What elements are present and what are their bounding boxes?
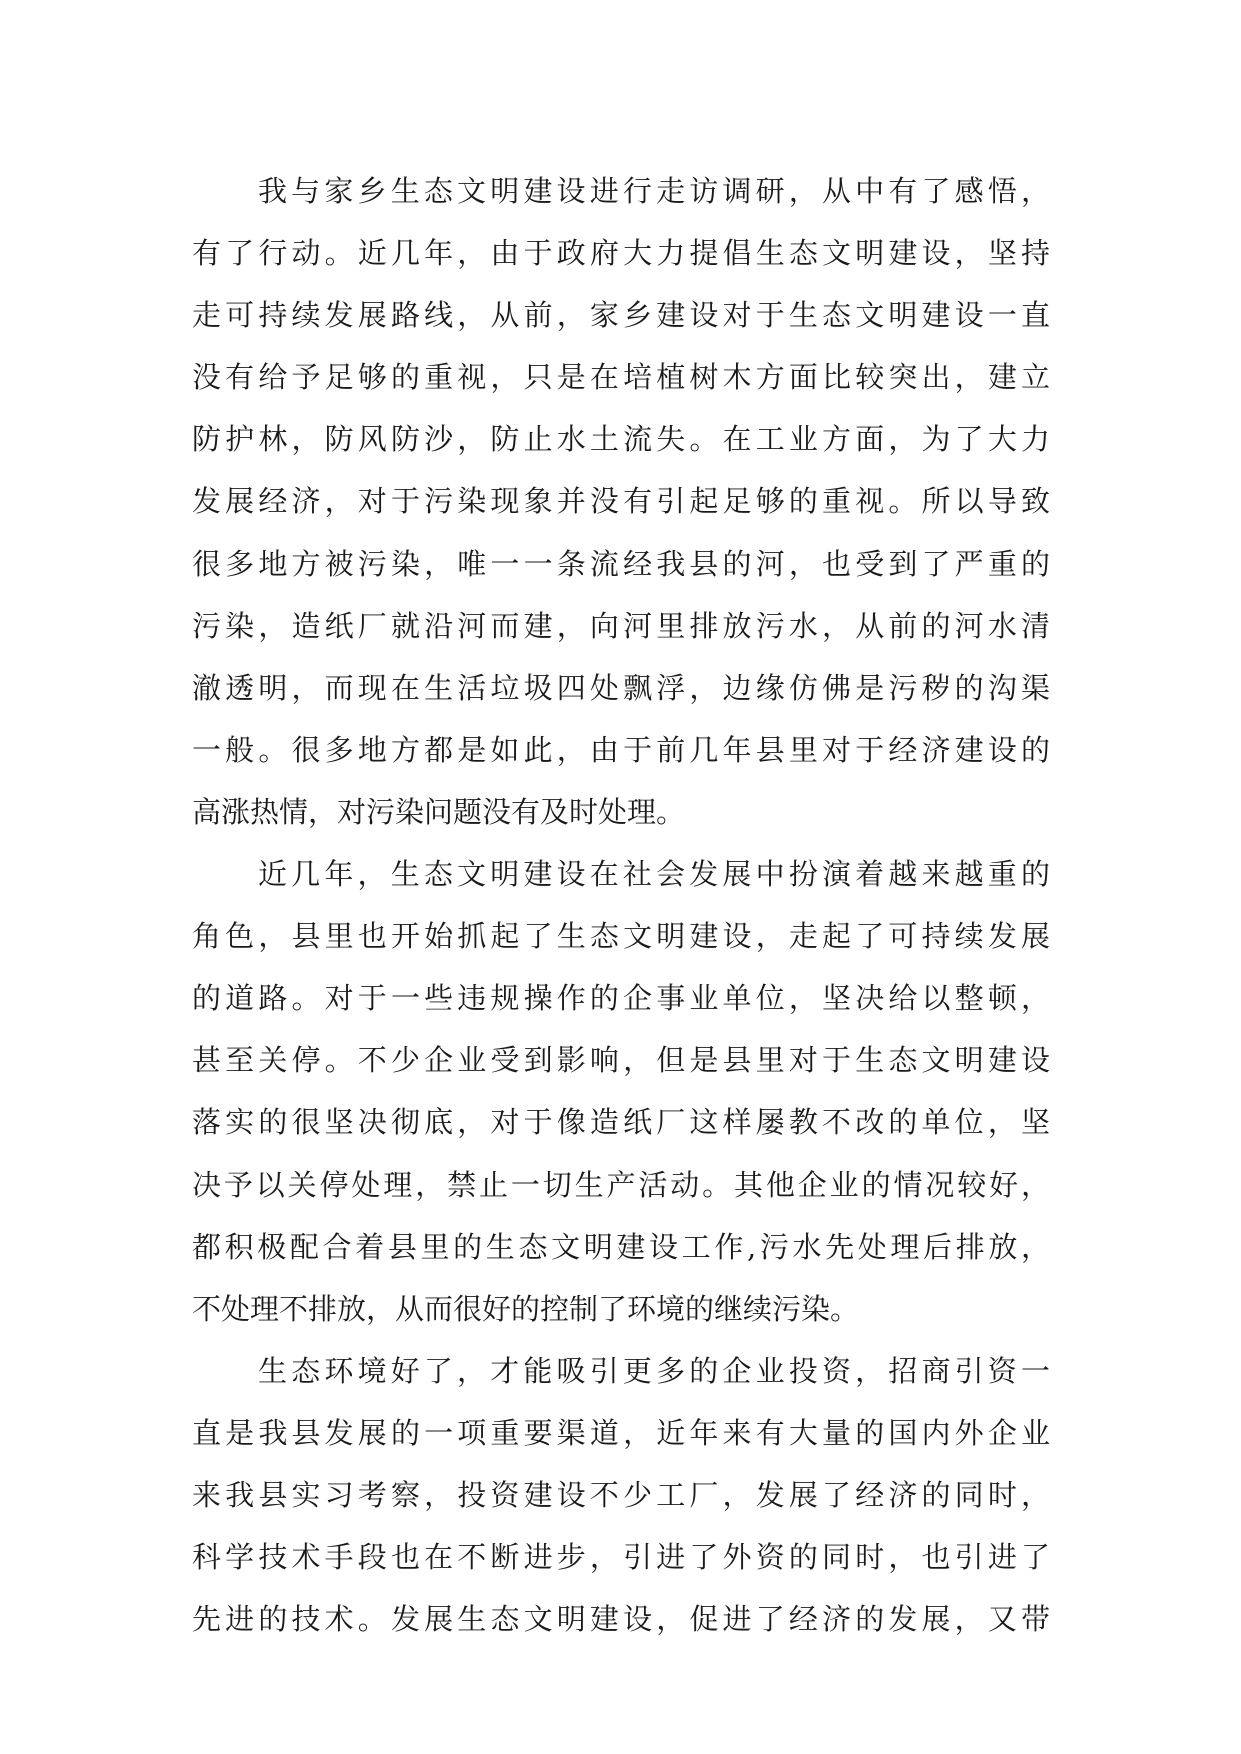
text-line: 污染，造纸厂就沿河而建，向河里排放污水，从前的河水清 [192, 608, 1050, 643]
text-line: 的道路。对于一些违规操作的企事业单位，坚决给以整顿， [192, 981, 1050, 1016]
text-line: 有了行动。近几年，由于政府大力提倡生态文明建设，坚持 [192, 236, 1050, 271]
text-line: 没有给予足够的重视，只是在培植树木方面比较突出，建立 [192, 360, 1050, 395]
text-line: 生态环境好了，才能吸引更多的企业投资，招商引资一 [258, 1353, 1050, 1388]
text-line: 落实的很坚决彻底，对于像造纸厂这样屡教不改的单位，坚 [192, 1105, 1050, 1140]
text-line: 很多地方被污染，唯一一条流经我县的河，也受到了严重的 [192, 546, 1050, 581]
text-line: 甚至关停。不少企业受到影响，但是县里对于生态文明建设 [192, 1043, 1050, 1078]
paragraph [192, 1340, 1050, 1650]
text-line: 近几年，生态文明建设在社会发展中扮演着越来越重的 [258, 857, 1050, 892]
text-line: 高涨热情，对污染问题没有及时处理。 [192, 794, 686, 829]
text-line: 先进的技术。发展生态文明建设，促进了经济的发展，又带 [192, 1602, 1050, 1637]
text-line: 决予以关停处理，禁止一切生产活动。其他企业的情况较好， [192, 1167, 1050, 1202]
text-line: 防护林，防风防沙，防止水土流失。在工业方面，为了大力 [192, 422, 1050, 457]
text-line: 发展经济，对于污染现象并没有引起足够的重视。所以导致 [192, 484, 1050, 519]
text-line: 直是我县发展的一项重要渠道，近年来有大量的国内外企业 [192, 1415, 1050, 1450]
text-line: 科学技术手段也在不断进步，引进了外资的同时，也引进了 [192, 1540, 1050, 1575]
text-line: 不处理不排放，从而很好的控制了环境的继续污染。 [192, 1291, 860, 1326]
text-line: 角色，县里也开始抓起了生态文明建设，走起了可持续发展 [192, 919, 1050, 954]
text-line: 一般。很多地方都是如此，由于前几年县里对于经济建设的 [192, 732, 1050, 767]
text-line: 来我县实习考察，投资建设不少工厂，发展了经济的同时， [192, 1477, 1050, 1512]
document-body [192, 160, 1050, 1650]
text-line: 走可持续发展路线，从前，家乡建设对于生态文明建设一直 [192, 298, 1050, 333]
paragraph [192, 160, 1050, 843]
text-line: 我与家乡生态文明建设进行走访调研，从中有了感悟， [258, 174, 1050, 208]
paragraph [192, 843, 1050, 1340]
text-line: 都积极配合着县里的生态文明建设工作,污水先处理后排放， [192, 1229, 1050, 1264]
text-line: 澈透明，而现在生活垃圾四处飘浮，边缘仿佛是污秽的沟渠 [192, 670, 1050, 705]
